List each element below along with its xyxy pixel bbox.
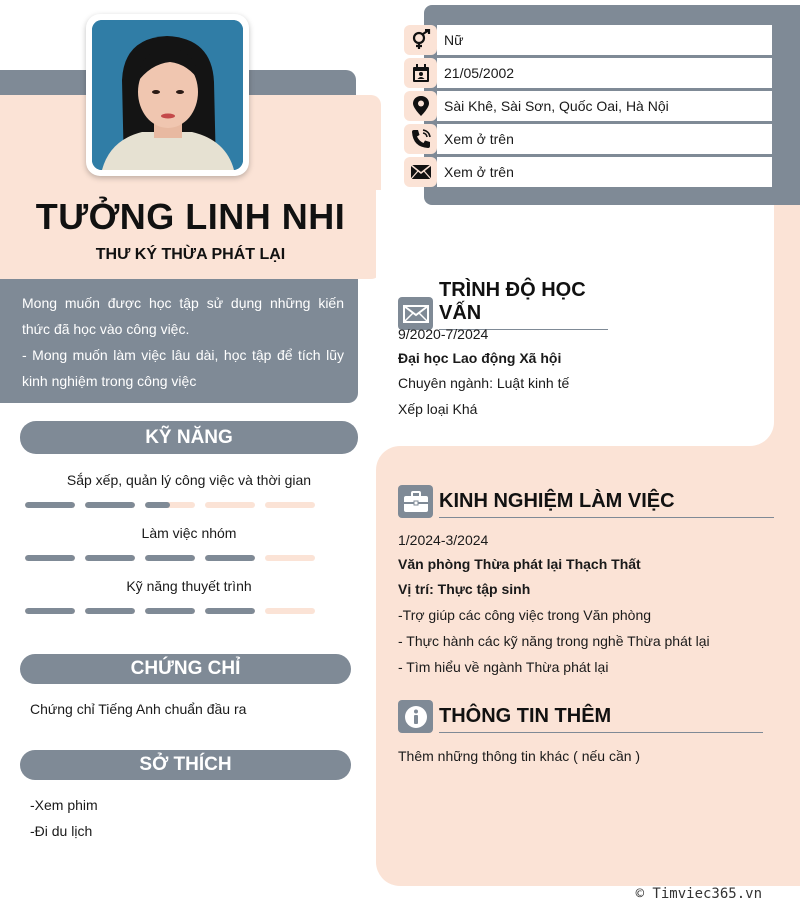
certificates-heading: CHỨNG CHỈ bbox=[20, 654, 351, 684]
skill-bar-fill bbox=[85, 608, 135, 614]
skill-label: Kỹ năng thuyết trình bbox=[126, 578, 252, 594]
education-school: Đại học Lao động Xã hội bbox=[398, 350, 562, 366]
phone-icon bbox=[404, 124, 437, 154]
gender-icon bbox=[404, 25, 437, 55]
experience-company: Văn phòng Thừa phát lại Thạch Thất bbox=[398, 556, 641, 572]
skill-bar-segment bbox=[145, 502, 195, 508]
experience-duty: - Tìm hiểu về ngành Thừa phát lại bbox=[398, 659, 609, 675]
job-title: THƯ KÝ THỪA PHÁT LẠI bbox=[95, 246, 286, 263]
skill-bar-fill bbox=[205, 555, 255, 561]
skill-bar-fill bbox=[85, 555, 135, 561]
skill-bar-fill bbox=[145, 502, 170, 508]
avatar bbox=[92, 20, 243, 170]
skill-label: Sắp xếp, quản lý công việc và thời gian bbox=[66, 472, 312, 488]
contact-row-address bbox=[404, 91, 772, 121]
contact-address: Sài Khê, Sài Sơn, Quốc Oai, Hà Nội bbox=[437, 91, 772, 121]
skill-bar-segment bbox=[205, 555, 255, 561]
experience-period: 1/2024-3/2024 bbox=[398, 532, 489, 548]
skill-bar-segment bbox=[145, 555, 195, 561]
certificate-item: Chứng chỉ Tiếng Anh chuẩn đầu ra bbox=[30, 701, 247, 717]
contact-row-email bbox=[404, 157, 772, 187]
skill-bar-segment bbox=[85, 502, 135, 508]
skill-bar-fill bbox=[25, 608, 75, 614]
skill-bar-segment bbox=[265, 555, 315, 561]
education-grade: Xếp loại Khá bbox=[398, 401, 478, 417]
extra-title: THÔNG TIN THÊM bbox=[439, 705, 763, 733]
contact-row-phone bbox=[404, 124, 772, 154]
calendar-icon bbox=[404, 58, 437, 88]
skill-label: Làm việc nhóm bbox=[141, 525, 237, 541]
skill-bar-segment bbox=[25, 555, 75, 561]
experience-title: KINH NGHIỆM LÀM VIỆC bbox=[439, 490, 774, 518]
hobby-item: -Đi du lịch bbox=[30, 823, 93, 839]
info-icon bbox=[398, 700, 433, 733]
skill-bar-fill bbox=[145, 555, 195, 561]
experience-duty: - Thực hành các kỹ năng trong nghề Thừa phát lại bbox=[398, 633, 710, 649]
skill-bar-segment bbox=[265, 608, 315, 614]
watermark: © Timviec365.vn bbox=[635, 886, 762, 902]
candidate-name: TƯỞNG LINH NHI bbox=[35, 196, 346, 237]
contact-row-birthday bbox=[404, 58, 772, 88]
skill-bar-group bbox=[25, 555, 325, 561]
skill-bar-fill bbox=[145, 608, 195, 614]
skill-bar-segment bbox=[205, 608, 255, 614]
skill-bar-segment bbox=[85, 608, 135, 614]
career-objective bbox=[22, 290, 344, 394]
contact-birthday: 21/05/2002 bbox=[437, 58, 772, 88]
education-heading bbox=[398, 279, 608, 330]
contact-email: Xem ở trên bbox=[437, 157, 772, 187]
skill-bar-segment bbox=[145, 608, 195, 614]
extra-heading bbox=[398, 700, 763, 733]
skill-bar-segment bbox=[265, 502, 315, 508]
experience-heading bbox=[398, 485, 774, 518]
contact-phone: Xem ở trên bbox=[437, 124, 772, 154]
skill-bar-group bbox=[25, 608, 325, 614]
skill-bar-segment bbox=[25, 608, 75, 614]
skill-bar-segment bbox=[85, 555, 135, 561]
education-period: 9/2020-7/2024 bbox=[398, 326, 489, 342]
skill-bar-segment bbox=[205, 502, 255, 508]
extra-text: Thêm những thông tin khác ( nếu cần ) bbox=[398, 748, 641, 764]
skills-heading: KỸ NĂNG bbox=[20, 421, 358, 454]
objective-line: - Mong muốn làm việc lâu dài, học tập để tích lũy kinh nghiệm trong công việc bbox=[22, 347, 344, 389]
contact-row-gender bbox=[404, 25, 772, 55]
skill-bar-fill bbox=[85, 502, 135, 508]
education-title: TRÌNH ĐỘ HỌC VẤN bbox=[439, 279, 608, 330]
mail-icon bbox=[404, 157, 437, 187]
skill-bar-fill bbox=[205, 608, 255, 614]
hobbies-heading: SỞ THÍCH bbox=[20, 750, 351, 780]
experience-duty: -Trợ giúp các công việc trong Văn phòng bbox=[398, 607, 652, 623]
location-icon bbox=[404, 91, 437, 121]
objective-line: Mong muốn được học tập sử dụng những kiến thức đã học vào công việc. bbox=[22, 295, 344, 337]
briefcase-icon bbox=[398, 485, 433, 518]
experience-position: Vị trí: Thực tập sinh bbox=[398, 581, 531, 597]
contact-gender: Nữ bbox=[437, 25, 772, 55]
skill-bar-fill bbox=[25, 555, 75, 561]
hobby-item: -Xem phim bbox=[30, 797, 98, 813]
skill-bar-fill bbox=[25, 502, 75, 508]
skill-bar-segment bbox=[25, 502, 75, 508]
education-major: Chuyên ngành: Luật kinh tế bbox=[398, 375, 570, 391]
skill-bar-group bbox=[25, 502, 325, 508]
